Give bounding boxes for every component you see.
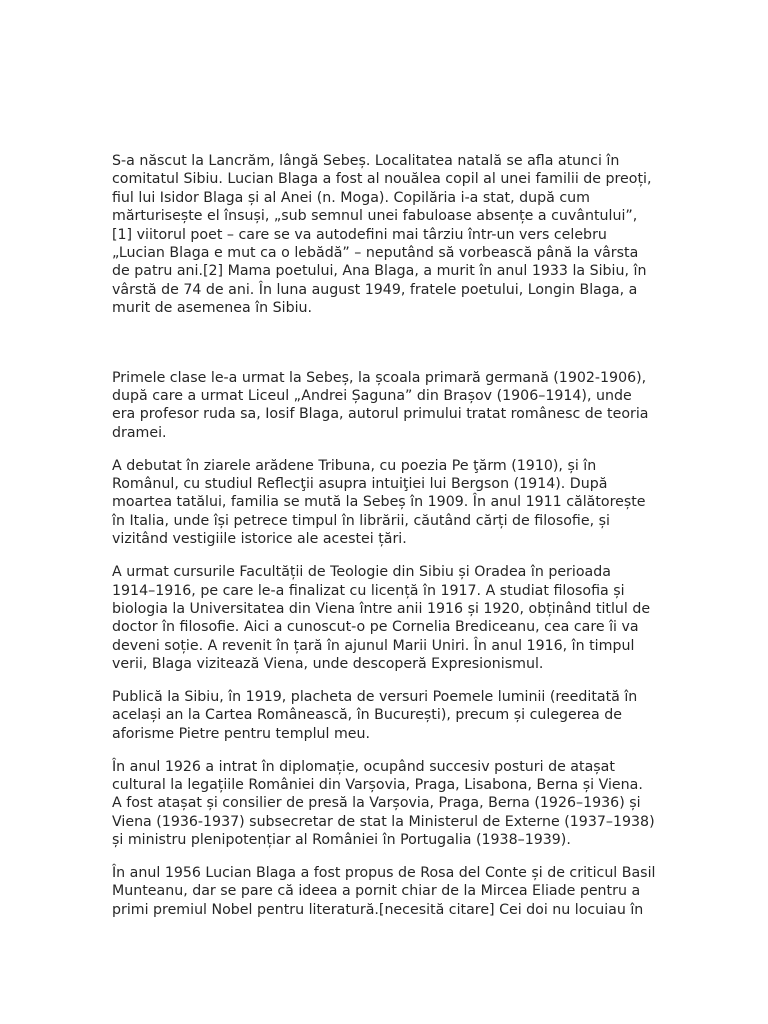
paragraph-publications: Publică la Sibiu, în 1919, placheta de versuri Poemele luminii (reeditată în același an la Cartea Românească, în București), precum și culegerea de aforisme Pietre pentru templul meu. — [112, 688, 638, 742]
paragraph-schooling: Primele clase le-a urmat la Sebeș, la școala primară germană (1902-1906), după care a urmat Liceul „Andrei Șaguna” din Brașov (1906–1914), unde era profesor ruda sa, Iosif Blaga, autorul primului tratat românesc de teoria dramei. — [112, 369, 649, 441]
paragraph-nobel: În anul 1956 Lucian Blaga a fost propus de Rosa del Conte și de criticul Basil Munteanu, dar se pare că ideea a pornit chiar de la Mircea Eliade pentru a primi premiul Nobel pentru literatură.[necesită citare] Cei doi nu locuiau în — [112, 864, 656, 918]
paragraph-diplomacy: În anul 1926 a intrat în diplomație, ocupând succesiv posturi de atașat cultural la legațiile României din Varșovia, Praga, Lisabona, Berna și Viena. A fost atașat și consilier de presă la Varșovia, Praga, Berna (1926–1936) și Viena (1936-1937) subsecretar de stat la Ministerul de Externe (1937–1938) și ministru plenipotențiar al României în Portugalia (1938–1939). — [112, 758, 655, 849]
paragraph-birth: S-a născut la Lancrăm, lângă Sebeș. Localitatea natală se afla atunci în comitatul Sibiu. Lucian Blaga a fost al nouălea copil al unei familii de preoți, fiul lui Isidor Blaga și al Anei (n. Moga). Copilăria i-a stat, după cum mărturisește el însuși, „sub semnul unei fabuloase absențe a cuvântului”,[1] viitorul poet – care se va autodefini mai târziu într-un vers celebru „Lucian Blaga e mut ca o lebădă” – neputând să vorbească până la vârsta de patru ani.[2] Mama poetului, Ana Blaga, a murit în anul 1933 la Sibiu, în vârstă de 74 de ani. În luna august 1949, fratele poetului, Longin Blaga, a murit de asemenea în Sibiu. — [112, 153, 652, 317]
paragraph-debut: A debutat în ziarele arădene Tribuna, cu poezia Pe ţărm (1910), și în Românul, cu studiul Reflecţii asupra intuiţiei lui Bergson (1914). După moartea tatălui, familia se mută la Sebeș în 1909. În anul 1911 călătorește în Italia, unde își petrece timpul în librării, căutând cărți de filosofie, și vizitând vestigiile istorice ale acestei țări. — [112, 457, 646, 548]
document-page — [112, 152, 657, 934]
paragraph-university: A urmat cursurile Facultății de Teologie din Sibiu și Oradea în perioada 1914–1916, pe care le-a finalizat cu licență în 1917. A studiat filosofia și biologia la Universitatea din Viena între anii 1916 și 1920, obținând titlul de doctor în filosofie. Aici a cunoscut-o pe Cornelia Brediceanu, cea care îi va deveni soție. A revenit în țară în ajunul Marii Uniri. În anul 1916, în timpul verii, Blaga vizitează Viena, unde descoperă Expresionismul. — [112, 564, 651, 673]
